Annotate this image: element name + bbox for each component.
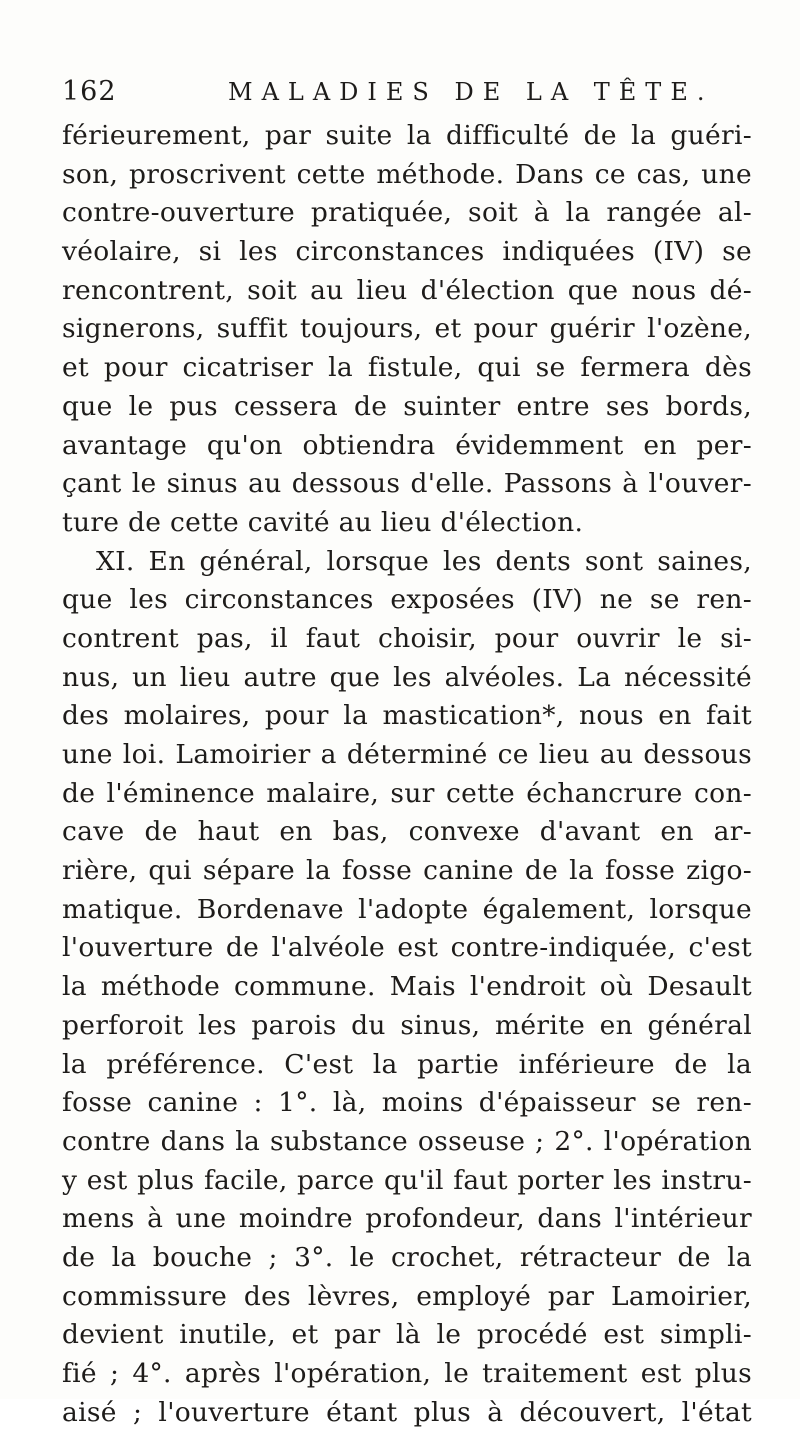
text-line: la préférence. C'est la partie inférieure de la	[62, 1048, 752, 1080]
text-line: nus, un lieu autre que les alvéoles. La nécessité	[62, 661, 752, 693]
text-line: rière, qui sépare la fosse canine de la fosse zigo-	[62, 855, 752, 887]
text-line: signerons, suffit toujours, et pour guérir l'ozène,	[62, 313, 752, 345]
text-line: perforoit les parois du sinus, mérite en général	[62, 1009, 752, 1041]
text-line: l'ouverture de l'alvéole est contre-indiquée, c'est	[62, 932, 752, 964]
text-line: son, proscrivent cette méthode. Dans ce cas, une	[62, 158, 752, 190]
text-line: de la bouche ; 3°. le crochet, rétracteur de la	[62, 1241, 752, 1273]
body-text	[62, 117, 752, 1432]
page-header	[62, 72, 742, 112]
text-line: aisé ; l'ouverture étant plus à découvert, l'état	[62, 1396, 752, 1428]
text-line: fosse canine : 1°. là, moins d'épaisseur se ren-	[62, 1087, 752, 1119]
text-line: cave de haut en bas, convexe d'avant en ar-	[62, 816, 752, 848]
text-line: et pour cicatriser la fistule, qui se fermera dès	[62, 352, 752, 384]
text-line: de l'éminence malaire, sur cette échancrure con-	[62, 777, 752, 809]
text-line: ture de cette cavité au lieu d'élection.	[62, 506, 584, 538]
text-line: avantage qu'on obtiendra évidemment en per-	[62, 429, 752, 461]
text-line: devient inutile, et par là le procédé est simpli-	[62, 1319, 752, 1351]
text-line: véolaire, si les circonstances indiquées (IV) se	[62, 236, 752, 268]
text-line: commissure des lèvres, employé par Lamoirier,	[62, 1280, 752, 1312]
text-line: que les circonstances exposées (IV) ne se ren-	[62, 584, 752, 616]
text-line: rencontrent, soit au lieu d'élection que nous dé-	[62, 274, 752, 306]
text-line: contre-ouverture pratiquée, soit à la rangée al-	[62, 197, 752, 229]
text-line: férieurement, par suite la difficulté de la guéri-	[62, 120, 752, 151]
text-line: mens à une moindre profondeur, dans l'intérieur	[62, 1203, 752, 1235]
text-line: que le pus cessera de suinter entre ses bords,	[62, 390, 752, 422]
text-line: y est plus facile, parce qu'il faut porter les instru-	[62, 1164, 752, 1196]
text-line: çant le sinus au dessous d'elle. Passons à l'ouver-	[62, 468, 752, 500]
running-title: MALADIES DE LA TÊTE.	[228, 78, 714, 106]
page-number: 162	[62, 76, 117, 107]
text-line: une loi. Lamoirier a déterminé ce lieu au dessous	[62, 739, 752, 770]
text-line: la méthode commune. Mais l'endroit où Desault	[62, 971, 752, 1003]
text-line: contrent pas, il faut choisir, pour ouvrir le si-	[62, 622, 752, 654]
text-line: contre dans la substance osseuse ; 2°. l'opération	[62, 1125, 752, 1157]
text-line: fié ; 4°. après l'opération, le traitement est plus	[62, 1358, 752, 1389]
text-line: des molaires, pour la mastication*, nous en fait	[62, 700, 752, 732]
text-line: XI. En général, lorsque les dents sont saines,	[96, 545, 752, 577]
text-line: matique. Bordenave l'adopte également, lorsque	[62, 893, 752, 925]
